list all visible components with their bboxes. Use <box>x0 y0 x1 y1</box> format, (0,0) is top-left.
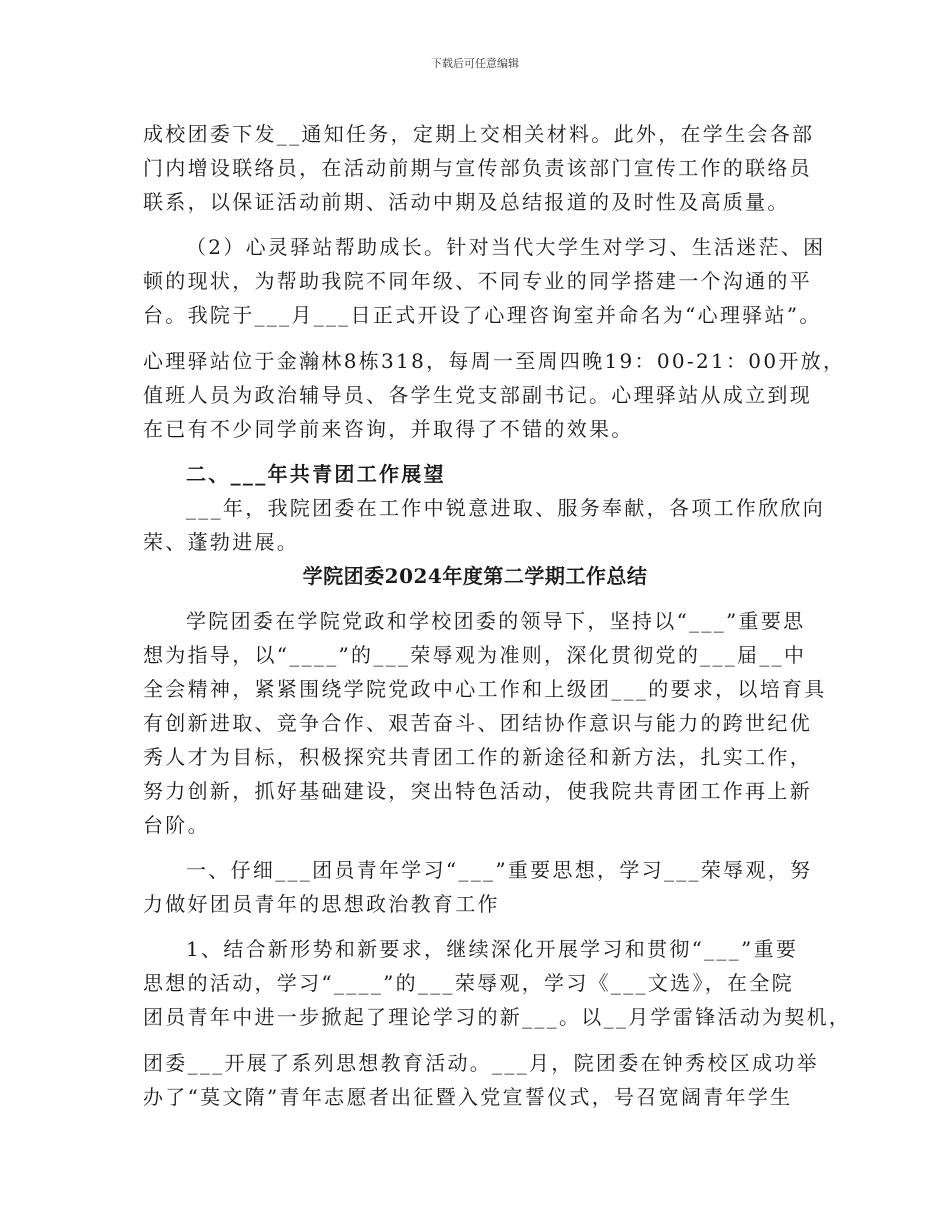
paragraph-line: 在已有不少同学前来咨询，并取得了不错的效果。 <box>143 417 634 441</box>
paragraph-line: 办了“莫文隋”青年志愿者出征暨入党宣誓仪式，号召宽阔青年学生 <box>143 1085 793 1109</box>
section-title: 学院团委2024年度第二学期工作总结 <box>302 564 648 588</box>
paragraph-line: 1、结合新形势和新要求，继续深化开展学习和贯彻“___”重要 <box>186 937 799 961</box>
paragraph-line: 想为指导，以“____”的___荣辱观为准则，深化贯彻党的___届__中 <box>143 643 807 667</box>
paragraph-line: 学院团委在学院党政和学校团委的领导下，坚持以“___”重要思 <box>186 609 806 633</box>
paragraph-line: 顿的现状，为帮助我院不同年级、不同专业的同学搭建一个沟通的平 <box>143 269 812 293</box>
paragraph-line: 成校团委下发__通知任务，定期上交相关材料。此外，在学生会各部 <box>143 122 815 146</box>
paragraph-line: 一、仔细___团员青年学习“___”重要思想，学习___荣辱观，努 <box>186 858 813 882</box>
paragraph-line: 台阶。 <box>143 813 210 837</box>
paragraph-line: 心理驿站位于金瀚林8栋318，每周一至周四晚19：00-21：00开放， <box>143 349 846 373</box>
paragraph-line: 值班人员为政治辅导员、各学生党支部副书记。心理驿站从成立到现 <box>143 383 812 407</box>
paragraph-line: ___年，我院团委在工作中锐意进取、服务奉献，各项工作欣欣向 <box>186 496 825 520</box>
paragraph-line: 团员青年中进一步掀起了理论学习的新___。以__月学雷锋活动为契机， <box>143 1005 852 1029</box>
paragraph-line: 有创新进取、竞争合作、艰苦奋斗、团结协作意识与能力的跨世纪优 <box>143 711 812 735</box>
paragraph-line: 团委___开展了系列思想教育活动。___月，院团委在钟秀校区成功举 <box>143 1051 819 1075</box>
paragraph-line: 联系，以保证活动前期、活动中期及总结报道的及时性及高质量。 <box>143 190 790 214</box>
page-header-note: 下载后可任意编辑 <box>431 57 519 70</box>
paragraph-line: 秀人才为目标，积极探究共青团工作的新途径和新方法，扎实工作， <box>143 745 812 769</box>
paragraph-line: （2）心灵驿站帮助成长。针对当代大学生对学习、生活迷茫、困 <box>186 235 826 259</box>
paragraph-line: 力做好团员青年的思想政治教育工作 <box>143 892 500 916</box>
paragraph-line: 努力创新，抓好基础建设，突出特色活动，使我院共青团工作再上新 <box>143 779 812 803</box>
paragraph-line: 思想的活动，学习“____”的___荣辱观，学习《___文选》，在全院 <box>143 971 794 995</box>
paragraph-line: 全会精神，紧紧围绕学院党政中心工作和上级团___的要求，以培育具 <box>143 677 827 701</box>
paragraph-line: 门内增设联络员，在活动前期与宣传部负责该部门宣传工作的联络员 <box>143 156 812 180</box>
paragraph-line: 台。我院于___月___日正式开设了心理咨询室并命名为“心理驿站”。 <box>143 303 822 327</box>
paragraph-line: 荣、蓬勃进展。 <box>143 530 300 554</box>
section-heading: 二、___年共青团工作展望 <box>186 462 446 486</box>
